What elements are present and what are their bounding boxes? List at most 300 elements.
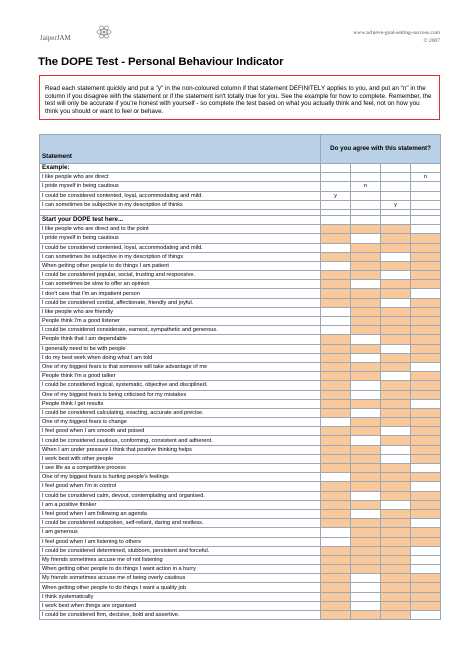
statement-row: [40, 454, 441, 463]
shaded-cell: [351, 344, 381, 353]
shaded-cell: [351, 317, 381, 326]
shaded-cell: [321, 574, 351, 583]
statement-row: [40, 399, 441, 408]
shaded-cell: [411, 271, 441, 280]
shaded-cell: [411, 344, 441, 353]
statement-row: [40, 280, 441, 289]
statement-text: I work best with other people: [40, 454, 321, 463]
shaded-cell: [321, 335, 351, 344]
statement-text: I feel good when I am smooth and poised: [40, 427, 321, 436]
answer-input-cell[interactable]: [381, 372, 411, 381]
shaded-cell: [411, 200, 441, 209]
answer-input-cell[interactable]: [411, 289, 441, 298]
statement-row: [40, 372, 441, 381]
example-answer-cell: n: [351, 182, 381, 191]
shaded-cell: [351, 611, 381, 620]
shaded-cell: [351, 225, 381, 234]
answer-input-cell[interactable]: [381, 454, 411, 463]
shaded-cell: [381, 261, 411, 270]
answer-input-cell[interactable]: [351, 509, 381, 518]
answer-input-cell[interactable]: [321, 418, 351, 427]
answer-input-cell[interactable]: [351, 335, 381, 344]
shaded-cell: [411, 381, 441, 390]
shaded-cell: [381, 611, 411, 620]
shaded-cell: [321, 611, 351, 620]
shaded-cell: [381, 173, 411, 182]
answer-input-cell[interactable]: [351, 583, 381, 592]
shaded-cell: [381, 555, 411, 564]
shaded-cell: [351, 307, 381, 316]
shaded-cell: [321, 519, 351, 528]
statement-text: People think I get results: [40, 399, 321, 408]
shaded-cell: [411, 234, 441, 243]
shaded-cell: [351, 191, 381, 200]
shaded-cell: [321, 436, 351, 445]
example-answer-cell: n: [411, 173, 441, 182]
statement-text: I generally need to be with people: [40, 344, 321, 353]
shaded-cell: [411, 317, 441, 326]
shaded-cell: [411, 191, 441, 200]
shaded-cell: [321, 601, 351, 610]
statement-text: I could be considered calm, devout, contemplating and organised.: [40, 491, 321, 500]
shaded-cell: [351, 399, 381, 408]
atom-logo-icon: [96, 24, 112, 40]
statement-row: [40, 491, 441, 500]
shaded-cell: [321, 390, 351, 399]
shaded-cell: [351, 326, 381, 335]
start-section: [40, 215, 441, 224]
answer-input-cell[interactable]: [321, 261, 351, 270]
shaded-cell: [411, 390, 441, 399]
answer-input-cell[interactable]: [321, 528, 351, 537]
statement-text: I could be considered contented, loyal, accommodating and mild.: [40, 191, 321, 200]
statement-row: [40, 565, 441, 574]
statement-text: I could be considered cautious, conforming, consistent and adherent.: [40, 436, 321, 445]
shaded-cell: [321, 500, 351, 509]
answer-input-cell[interactable]: [411, 565, 441, 574]
shaded-cell: [321, 509, 351, 518]
statement-row: [40, 261, 441, 270]
shaded-cell: [381, 191, 411, 200]
statement-row: [40, 555, 441, 564]
shaded-cell: [381, 307, 411, 316]
shaded-cell: [321, 353, 351, 362]
statement-text: One of my biggest fears is that someone will take advantage of me: [40, 362, 321, 371]
shaded-cell: [321, 234, 351, 243]
shaded-cell: [381, 574, 411, 583]
shaded-cell: [411, 298, 441, 307]
statements-table: [39, 134, 441, 620]
answer-input-cell[interactable]: [351, 408, 381, 417]
statement-row: [40, 500, 441, 509]
answer-input-cell[interactable]: [411, 519, 441, 528]
shaded-cell: [381, 182, 411, 191]
answer-input-cell[interactable]: [411, 399, 441, 408]
statement-text: I can sometimes be subjective in my description of thinks: [40, 200, 321, 209]
shaded-cell: [321, 362, 351, 371]
shaded-cell: [321, 225, 351, 234]
shaded-cell: [321, 592, 351, 601]
shaded-cell: [351, 528, 381, 537]
shaded-cell: [411, 353, 441, 362]
statement-text: One of my biggest fears is change: [40, 418, 321, 427]
shaded-cell: [381, 390, 411, 399]
example-row: [40, 191, 441, 200]
shaded-cell: [351, 473, 381, 482]
statement-text: I can sometimes be subjective in my description of things: [40, 252, 321, 261]
shaded-cell: [381, 537, 411, 546]
statement-text: I pride myself in being cautious: [40, 182, 321, 191]
statement-row: [40, 445, 441, 454]
statement-row: [40, 307, 441, 316]
shaded-cell: [381, 326, 411, 335]
statement-row: [40, 574, 441, 583]
statement-row: [40, 601, 441, 610]
shaded-cell: [381, 509, 411, 518]
shaded-cell: [321, 280, 351, 289]
statement-row: [40, 381, 441, 390]
statement-row: [40, 243, 441, 252]
shaded-cell: [411, 427, 441, 436]
statement-row: [40, 427, 441, 436]
shaded-cell: [351, 243, 381, 252]
shaded-cell: [381, 601, 411, 610]
shaded-cell: [381, 234, 411, 243]
statement-row: [40, 390, 441, 399]
shaded-cell: [321, 454, 351, 463]
shaded-cell: [411, 601, 441, 610]
shaded-cell: [321, 555, 351, 564]
site-url-link[interactable]: www.achieve-goal-setting-success.com: [353, 30, 440, 36]
example-section: [40, 164, 441, 173]
example-section-label: Example:: [40, 164, 321, 173]
shaded-cell: [351, 482, 381, 491]
shaded-cell: [351, 261, 381, 270]
shaded-cell: [381, 464, 411, 473]
statement-row: [40, 583, 441, 592]
shaded-cell: [411, 500, 441, 509]
shaded-cell: [411, 326, 441, 335]
shaded-cell: [381, 289, 411, 298]
example-row: [40, 200, 441, 209]
shaded-cell: [411, 182, 441, 191]
shaded-cell: [411, 592, 441, 601]
statement-column-header: Statement: [40, 135, 321, 164]
shaded-cell: [321, 583, 351, 592]
answer-cell: [321, 164, 351, 173]
answer-cell: [411, 215, 441, 224]
table-header-row: [40, 135, 441, 164]
shaded-cell: [321, 344, 351, 353]
shaded-cell: [411, 436, 441, 445]
shaded-cell: [351, 173, 381, 182]
statement-text: I like people who are friendly: [40, 307, 321, 316]
shaded-cell: [351, 289, 381, 298]
shaded-cell: [411, 445, 441, 454]
shaded-cell: [321, 298, 351, 307]
shaded-cell: [411, 307, 441, 316]
answer-input-cell[interactable]: [351, 436, 381, 445]
statement-text: I don't care that I'm an impatient person: [40, 289, 321, 298]
answer-input-cell[interactable]: [381, 271, 411, 280]
page-title: The DOPE Test - Personal Behaviour Indicator: [38, 56, 284, 68]
shaded-cell: [381, 408, 411, 417]
statement-text: I see life as a competitive process: [40, 464, 321, 473]
shaded-cell: [381, 418, 411, 427]
statement-text: I could be considered contented, loyal, accommodating and mild.: [40, 243, 321, 252]
answer-input-cell[interactable]: [381, 344, 411, 353]
shaded-cell: [381, 565, 411, 574]
shaded-cell: [351, 464, 381, 473]
shaded-cell: [381, 225, 411, 234]
agree-column-header: Do you agree with this statement?: [321, 135, 441, 164]
answer-input-cell[interactable]: [411, 611, 441, 620]
shaded-cell: [381, 583, 411, 592]
answer-input-cell[interactable]: [381, 500, 411, 509]
answer-input-cell[interactable]: [321, 473, 351, 482]
statement-row: [40, 528, 441, 537]
answer-input-cell[interactable]: [351, 574, 381, 583]
site-info: [353, 29, 440, 45]
example-row: [40, 182, 441, 191]
shaded-cell: [351, 298, 381, 307]
statement-row: [40, 298, 441, 307]
shaded-cell: [321, 546, 351, 555]
answer-input-cell[interactable]: [381, 252, 411, 261]
example-row: [40, 173, 441, 182]
answer-input-cell[interactable]: [321, 317, 351, 326]
shaded-cell: [411, 473, 441, 482]
shaded-cell: [381, 528, 411, 537]
shaded-cell: [411, 252, 441, 261]
shaded-cell: [351, 537, 381, 546]
answer-input-cell[interactable]: [321, 243, 351, 252]
statement-text: People think I'm a good listener: [40, 317, 321, 326]
statement-row: [40, 464, 441, 473]
statement-text: I think systematically: [40, 592, 321, 601]
shaded-cell: [351, 200, 381, 209]
shaded-cell: [381, 317, 411, 326]
statement-row: [40, 326, 441, 335]
statement-row: [40, 482, 441, 491]
statement-row: [40, 344, 441, 353]
shaded-cell: [381, 519, 411, 528]
shaded-cell: [411, 372, 441, 381]
statement-text: One of my biggest fears is hurting people's feelings: [40, 473, 321, 482]
statement-text: I could be considered firm, decisive, bold and assertive.: [40, 611, 321, 620]
shaded-cell: [351, 519, 381, 528]
statement-row: [40, 592, 441, 601]
shaded-cell: [351, 546, 381, 555]
statement-row: [40, 335, 441, 344]
shaded-cell: [351, 372, 381, 381]
instructions-box: [39, 75, 440, 120]
shaded-cell: [351, 445, 381, 454]
shaded-cell: [411, 509, 441, 518]
answer-cell: [381, 215, 411, 224]
statement-text: I am a positive thinker: [40, 500, 321, 509]
shaded-cell: [351, 427, 381, 436]
statement-text: People think I'm a good talker: [40, 372, 321, 381]
statement-row: [40, 509, 441, 518]
shaded-cell: [321, 271, 351, 280]
answer-input-cell[interactable]: [321, 326, 351, 335]
statement-text: I can sometimes be slow to offer an opinion: [40, 280, 321, 289]
answer-input-cell[interactable]: [351, 353, 381, 362]
answer-input-cell[interactable]: [351, 280, 381, 289]
statement-text: My friends sometimes accuse me of being overly cautious: [40, 574, 321, 583]
statement-text: I feel good when I am listening to others: [40, 537, 321, 546]
statement-row: [40, 234, 441, 243]
statement-text: I like people who are direct: [40, 173, 321, 182]
answer-input-cell[interactable]: [351, 601, 381, 610]
answer-input-cell[interactable]: [411, 546, 441, 555]
shaded-cell: [381, 280, 411, 289]
shaded-cell: [351, 418, 381, 427]
answer-cell: [381, 164, 411, 173]
answer-input-cell[interactable]: [351, 592, 381, 601]
shaded-cell: [381, 353, 411, 362]
shaded-cell: [411, 528, 441, 537]
statement-row: [40, 473, 441, 482]
statement-text: When getting other people to do things I want action in a hurry: [40, 565, 321, 574]
statement-row: [40, 436, 441, 445]
shaded-cell: [381, 362, 411, 371]
brand-name: JaiperJAM: [40, 34, 71, 42]
statement-text: One of my biggest fears is being criticised for my mistakes: [40, 390, 321, 399]
shaded-cell: [381, 482, 411, 491]
shaded-cell: [321, 408, 351, 417]
start-section-label: Start your DOPE test here...: [40, 215, 321, 224]
answer-input-cell[interactable]: [381, 445, 411, 454]
answer-input-cell[interactable]: [411, 555, 441, 564]
shaded-cell: [321, 464, 351, 473]
shaded-cell: [411, 335, 441, 344]
answer-input-cell[interactable]: [351, 390, 381, 399]
answer-input-cell[interactable]: [411, 362, 441, 371]
statement-row: [40, 611, 441, 620]
statement-row: [40, 519, 441, 528]
shaded-cell: [321, 289, 351, 298]
example-answer-cell: y: [321, 191, 351, 200]
shaded-cell: [381, 335, 411, 344]
statement-row: [40, 252, 441, 261]
statement-row: [40, 317, 441, 326]
answer-cell: [321, 215, 351, 224]
shaded-cell: [321, 173, 351, 182]
answer-input-cell[interactable]: [411, 464, 441, 473]
statement-text: I could be considered logical, systematic, objective and disciplined.: [40, 381, 321, 390]
shaded-cell: [321, 381, 351, 390]
shaded-cell: [381, 243, 411, 252]
shaded-cell: [321, 252, 351, 261]
statement-text: People think that I am dependable: [40, 335, 321, 344]
shaded-cell: [321, 372, 351, 381]
shaded-cell: [411, 537, 441, 546]
answer-input-cell[interactable]: [351, 491, 381, 500]
statement-text: When I am under pressure I think that positive thinking helps: [40, 445, 321, 454]
statement-row: [40, 362, 441, 371]
shaded-cell: [321, 565, 351, 574]
shaded-cell: [411, 454, 441, 463]
shaded-cell: [411, 408, 441, 417]
shaded-cell: [321, 399, 351, 408]
shaded-cell: [351, 500, 381, 509]
statement-text: I feel good when I'm in control: [40, 482, 321, 491]
answer-input-cell[interactable]: [321, 307, 351, 316]
statement-row: [40, 537, 441, 546]
shaded-cell: [381, 399, 411, 408]
statement-text: I am generous: [40, 528, 321, 537]
statement-row: [40, 225, 441, 234]
answer-cell: [351, 164, 381, 173]
answer-cell: [411, 164, 441, 173]
shaded-cell: [381, 592, 411, 601]
shaded-cell: [321, 427, 351, 436]
statement-text: I could be considered considerate, earnest, sympathetic and generous.: [40, 326, 321, 335]
statement-text: I could be considered outspoken, self-reliant, daring and restless.: [40, 519, 321, 528]
shaded-cell: [381, 381, 411, 390]
statement-row: [40, 289, 441, 298]
shaded-cell: [411, 574, 441, 583]
statement-text: I could be considered popular, social, trusting and responsive.: [40, 271, 321, 280]
copyright-text: © 2007: [423, 38, 440, 44]
shaded-cell: [411, 583, 441, 592]
shaded-cell: [411, 491, 441, 500]
answer-input-cell[interactable]: [411, 225, 441, 234]
statement-text: I could be considered cordial, affectionate, friendly and joyful.: [40, 298, 321, 307]
shaded-cell: [351, 454, 381, 463]
shaded-cell: [321, 200, 351, 209]
shaded-cell: [411, 243, 441, 252]
statement-text: I like people who are direct and to the point: [40, 225, 321, 234]
statement-row: [40, 418, 441, 427]
answer-cell: [351, 215, 381, 224]
shaded-cell: [411, 418, 441, 427]
answer-input-cell[interactable]: [381, 298, 411, 307]
shaded-cell: [351, 271, 381, 280]
shaded-cell: [381, 436, 411, 445]
shaded-cell: [381, 473, 411, 482]
shaded-cell: [381, 491, 411, 500]
statement-text: When getting other people to do things I am patient: [40, 261, 321, 270]
statement-text: I work best when things are organised: [40, 601, 321, 610]
statement-row: [40, 271, 441, 280]
shaded-cell: [411, 261, 441, 270]
shaded-cell: [351, 362, 381, 371]
shaded-cell: [351, 252, 381, 261]
statement-text: I feel good when I am following an agenda: [40, 509, 321, 518]
statement-row: [40, 353, 441, 362]
answer-input-cell[interactable]: [321, 537, 351, 546]
shaded-cell: [321, 491, 351, 500]
shaded-cell: [321, 182, 351, 191]
page-header: [40, 28, 440, 50]
example-answer-cell: y: [381, 200, 411, 209]
statement-text: I could be considered determined, stubborn, persistent and forceful.: [40, 546, 321, 555]
answer-input-cell[interactable]: [351, 381, 381, 390]
shaded-cell: [321, 482, 351, 491]
shaded-cell: [381, 546, 411, 555]
answer-input-cell[interactable]: [411, 482, 441, 491]
answer-input-cell[interactable]: [381, 427, 411, 436]
shaded-cell: [321, 445, 351, 454]
statement-row: [40, 546, 441, 555]
statement-row: [40, 408, 441, 417]
answer-input-cell[interactable]: [351, 234, 381, 243]
shaded-cell: [411, 280, 441, 289]
statement-text: My friends sometimes accuse me of not listening: [40, 555, 321, 564]
